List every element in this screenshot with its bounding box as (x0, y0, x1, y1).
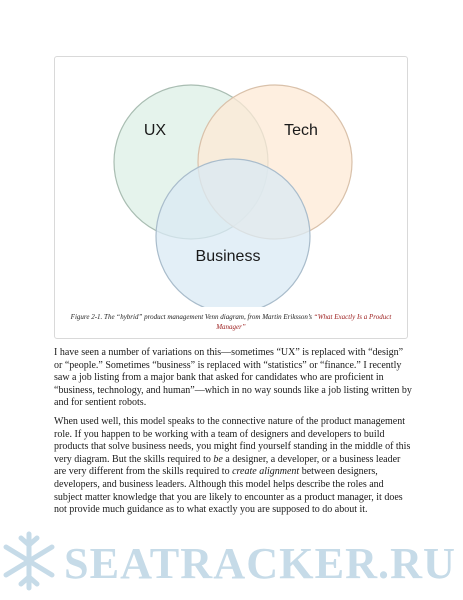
watermark (0, 528, 463, 594)
paragraph-2: When used well, this model speaks to the connective nature of the product management role. If you happen to be working with a team of designers and developers to build products that solve business needs, you might find yourself standing in the middle of this very diagram. But the skills required to be a designer, a developer, or a business leader are very different from the skills required to create alignment between designers, developers, and business leaders. Although this model helps describe the roles and subject matter knowledge that you are likely to encounter as a product manager, it does not provide much guidance as to what exactly you are supposed to do about it. (54, 415, 411, 516)
caption-text: Figure 2-1. The “hybrid” product management Venn diagram, from Martin Eriksson’s (70, 313, 313, 321)
watermark-snowflake-icon (6, 534, 52, 588)
watermark-text: SEATRACKER.RU (64, 539, 456, 588)
venn-label-tech: Tech (284, 122, 318, 139)
venn-circle-business (156, 159, 310, 307)
figure (54, 56, 408, 339)
venn-label-ux: UX (143, 122, 167, 139)
figure-caption (63, 313, 399, 332)
paragraph-1: I have seen a number of variations on this—sometimes “UX” is replaced with “design” or “people.” Sometimes “business” is replaced with “statistics” or “finance.” I recently saw a job listing from a major bank that asked for candidates who are proficient in “business, technology, and human”—which in no way sounds like a job listing written by and for sentient robots. (54, 347, 412, 409)
venn-label-business: Business (195, 248, 261, 265)
caption-link[interactable]: “What Exactly Is a Product Manager” (216, 313, 392, 331)
body-text (54, 347, 412, 523)
venn-diagram (55, 57, 409, 307)
